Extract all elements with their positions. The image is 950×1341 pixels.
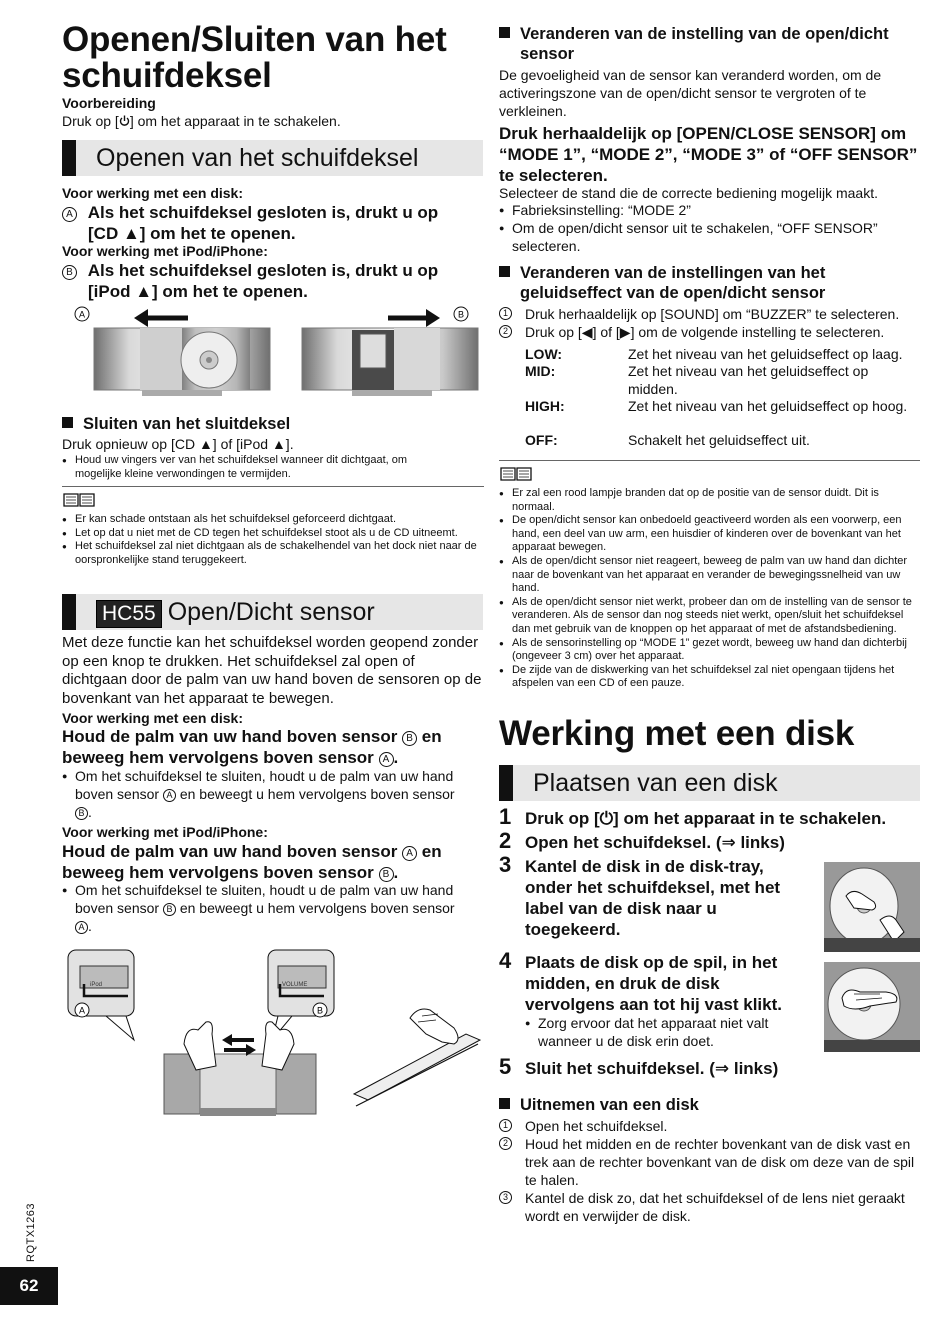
- section-open-cover: [62, 140, 483, 176]
- sensor-disk-bullet-2: boven sensor: [75, 786, 160, 802]
- ipod-label: Voor werking met iPod/iPhone:: [62, 243, 268, 259]
- step-4-bullet: [525, 1014, 795, 1050]
- step-number: 3: [499, 852, 512, 877]
- sensor-disk-bullet-2b: en beweegt u hem vervolgens boven sensor: [179, 786, 455, 802]
- square-bullet-icon: [62, 417, 73, 428]
- sound-heading-1: Veranderen van de instellingen van het: [520, 264, 826, 282]
- divider: [62, 486, 484, 487]
- label-a-icon: A: [75, 921, 88, 934]
- sensor-ipod-step: Houd de palm van uw hand boven sensor A en beweeg hem vervolgens boven sensor B .: [62, 842, 442, 882]
- step-number: 2: [499, 828, 512, 853]
- sensor-disk-bold-2: beweeg hem vervolgens boven sensor: [62, 748, 374, 767]
- mode-value: Zet het niveau van het geluidseffect op midden.: [628, 363, 869, 397]
- fig-label-ipod: iPod: [90, 982, 103, 988]
- sensor-setting-text: De gevoeligheid van de sensor kan veranderd worden, om de activeringszone van de open/dicht sensor te vergroten of te verkleinen.: [499, 67, 882, 119]
- sensor-setting-heading: [499, 24, 920, 64]
- factory-setting: ● Fabrieksinstelling: “MODE 2”: [499, 201, 920, 219]
- step-text: Druk op [⏻] om het apparaat in te schakelen.: [525, 809, 887, 828]
- close-heading: [62, 414, 290, 434]
- sensor-ipod-bold-2: beweeg hem vervolgens boven sensor: [62, 863, 374, 882]
- sensor-disk-bold-1b: en: [421, 727, 442, 746]
- step-4-bullet-text: ● Zorg ervoor dat het apparaat niet valt wanneer u de disk erin doet.: [525, 1014, 795, 1050]
- close-note-line-1: ● Houd uw vingers ver van het schuifdeksel wanneer dit dichtgaat, om: [62, 454, 482, 468]
- sensor-section-text: Open/Dicht sensor: [167, 598, 375, 626]
- step-number-icon: 1: [499, 1119, 512, 1132]
- svg-text:B: B: [316, 1005, 324, 1016]
- section-title: Plaatsen van een disk: [533, 769, 778, 797]
- note-item: ● Er kan schade ontstaan als het schuifdeksel geforceerd dichtgaat.: [62, 513, 482, 527]
- disk-step-b: [CD ▲] om het te openen.: [88, 224, 296, 243]
- sensor-ipod-bullet: ● Om het schuifdeksel te sluiten, houdt u de palm van uw hand boven sensor B en beweegt u hem vervolgens boven sensor A .: [62, 881, 484, 935]
- step-text: Plaats de disk op de spil, in het midden, en druk de disk vervolgens aan tot hij vast klikt.: [525, 953, 782, 1014]
- off-sensor-bullet: ● Om de open/dicht sensor uit te schakelen, “OFF SENSOR” selecteren.: [499, 219, 920, 255]
- disk-step: [62, 202, 484, 244]
- step-number: 1: [499, 804, 512, 829]
- sensor-setting-heading-1: Veranderen van de instelling van de open/dicht: [520, 25, 889, 43]
- page-title: [62, 22, 447, 94]
- section-title: [96, 597, 375, 628]
- remove-step-3: Kantel de disk zo, dat het schuifdeksel of de lens niet geraakt wordt en verwijder de disk.: [525, 1190, 905, 1224]
- close-note-line-2: mogelijke kleine verwondingen te vermijden.: [75, 467, 291, 480]
- step-number-icon: 2: [499, 325, 512, 338]
- mode-row-low: [525, 345, 920, 363]
- close-heading-text: Sluiten van het sluitdeksel: [83, 415, 291, 433]
- note-item: ● Het schuifdeksel zal niet dichtgaan als de schakelhendel van het dock niet naar de oorspronkelijke stand teruggekeert.: [62, 540, 482, 567]
- prep-label: Voorbereiding: [62, 95, 156, 111]
- mode-row-mid: [525, 362, 920, 398]
- svg-text:B: B: [457, 309, 465, 320]
- note-item: ● Let op dat u niet met de CD tegen het schuifdeksel stoot als u de CD uitneemt.: [62, 527, 482, 541]
- section-marker: [62, 140, 76, 176]
- section-place-disk: [499, 765, 920, 801]
- step-number-icon: 3: [499, 1191, 512, 1204]
- note-item: ● Als de open/dicht sensor niet reageert, beweeg de palm van uw hand dan dichter naar de bovenkant van het apparaat en verander de bewegingssnelheid van uw hand.: [499, 555, 920, 596]
- sensor-disk-bullet-1: ● Om het schuifdeksel te sluiten, houdt u de palm van uw hand: [62, 767, 484, 785]
- square-bullet-icon: [499, 27, 510, 38]
- note-item: ● De open/dicht sensor kan onbedoeld geactiveerd worden als een voorwerp, een hand, een deel van uw arm, een huisdier of kinderen over de bovenkant van het apparaat bewegen.: [499, 514, 920, 555]
- disk-title: Werking met een disk: [499, 714, 855, 753]
- ipod-step-a: Als het schuifdeksel gesloten is, drukt u op: [87, 261, 439, 280]
- step-number: 4: [499, 948, 512, 973]
- note-item: ● Als de open/dicht sensor niet werkt, probeer dan om de instelling van de sensor te veranderen. Als de sensor dan nog steeds niet werkt, open/sluit het schuifdeksel dan met gebruik van de knoppen op het apparaat of met de afstandsbediening.: [499, 596, 920, 637]
- sensor-disk-label: Voor werking met een disk:: [62, 710, 244, 726]
- sensor-ipod-bold-1b: en: [421, 842, 442, 861]
- title-line-2: schuifdeksel: [62, 56, 272, 95]
- title-line-1: Openen/Sluiten van het: [62, 20, 447, 59]
- mode-value: Zet het niveau van het geluidseffect op hoog.: [628, 398, 908, 414]
- step-number: 5: [499, 1054, 512, 1079]
- step-text: Open het schuifdeksel. (⇒ links): [525, 833, 785, 852]
- svg-text:A: A: [78, 1005, 86, 1016]
- ipod-step: [62, 260, 484, 302]
- sensor-ipod-bullet-1: ● Om het schuifdeksel te sluiten, houdt u de palm van uw hand: [62, 881, 484, 899]
- step-number-icon: 1: [499, 307, 512, 320]
- label-b-icon: B: [62, 265, 77, 280]
- prep-text: [62, 112, 341, 130]
- fig-label-volume: VOLUME: [282, 982, 308, 988]
- prep-text-b: ] om het apparaat in te schakelen.: [129, 113, 341, 129]
- right-notes: [499, 487, 920, 691]
- doc-code: RQTX1263: [25, 1202, 37, 1262]
- device-open-illustration: [78, 304, 482, 404]
- section-title: Openen van het schuifdeksel: [96, 144, 419, 172]
- label-b-icon: B: [402, 731, 417, 746]
- sensor-bullets: [499, 201, 920, 255]
- mode-value: Schakelt het geluidseffect uit.: [628, 432, 810, 448]
- section-marker: [62, 594, 76, 630]
- close-note: [62, 454, 482, 481]
- step-text: Sluit het schuifdeksel. (⇒ links): [525, 1059, 779, 1078]
- note-item: ● De zijde van de diskwerking van het schuifdeksel zal niet opengaan tijdens het afspelen van een CD of een pauze.: [499, 664, 920, 691]
- sensor-disk-bold-1: Houd de palm van uw hand boven sensor: [62, 727, 398, 746]
- book-icon: [62, 492, 96, 508]
- sensor-hand-illustration: [66, 948, 484, 1122]
- label-a-icon: A: [163, 789, 176, 802]
- svg-text:A: A: [78, 309, 86, 320]
- mode-row-off: [525, 431, 920, 449]
- section-marker: [499, 765, 513, 801]
- step-text: Kantel de disk in de disk-tray, onder het schuifdeksel, met het label van de disk naar u toegekeerd.: [525, 857, 781, 939]
- remove-heading: [499, 1095, 699, 1115]
- sound-step-1: Druk herhaaldelijk op [SOUND] om “BUZZER” te selecteren.: [525, 306, 900, 322]
- mode-key: LOW:: [525, 346, 563, 362]
- remove-step-1: Open het schuifdeksel.: [525, 1118, 668, 1134]
- sensor-ipod-bullet-2b: en beweegt u hem vervolgens boven sensor: [179, 900, 455, 916]
- square-bullet-icon: [499, 1098, 510, 1109]
- note-item: ● Er zal een rood lampje branden dat op de positie van de sensor duidt. Dit is normaal.: [499, 487, 920, 514]
- note-item: ● Als de sensorinstelling op “MODE 1” gezet wordt, beweeg uw hand dan dichterbij (ongeveer 3 cm) over het apparaat.: [499, 637, 920, 664]
- sensor-ipod-bullet-2: boven sensor: [75, 900, 160, 916]
- sound-steps: [499, 305, 920, 341]
- mode-value: Zet het niveau van het geluidseffect op laag.: [628, 346, 903, 362]
- divider: [499, 460, 920, 461]
- step-number-icon: 2: [499, 1137, 512, 1150]
- mode-key: OFF:: [525, 432, 558, 448]
- square-bullet-icon: [499, 266, 510, 277]
- sensor-ipod-bold-1: Houd de palm van uw hand boven sensor: [62, 842, 398, 861]
- sound-heading-2: geluidseffect van de open/dicht sensor: [520, 284, 826, 302]
- disk-step-a: Als het schuifdeksel gesloten is, drukt u op: [87, 203, 439, 222]
- label-b-icon: B: [75, 807, 88, 820]
- tilt-disk-illustration: [824, 862, 920, 952]
- section-sensor: [62, 594, 483, 630]
- disk-label: Voor werking met een disk:: [62, 185, 244, 201]
- sensor-ipod-label: Voor werking met iPod/iPhone:: [62, 824, 268, 840]
- press-instruction: Druk herhaaldelijk op [OPEN/CLOSE SENSOR] om “MODE 1”, “MODE 2”, “MODE 3” of “OFF SENSOR” te selecteren.: [499, 124, 918, 185]
- label-a-icon: A: [402, 846, 417, 861]
- close-text: Druk opnieuw op [CD ▲] of [iPod ▲].: [62, 436, 294, 452]
- prep-text-a: Druk op [: [62, 113, 119, 129]
- label-b-icon: B: [163, 903, 176, 916]
- power-icon: [119, 115, 130, 127]
- mode-row-high: [525, 397, 920, 433]
- remove-steps: [499, 1117, 920, 1225]
- page-number: 62: [0, 1267, 58, 1305]
- remove-heading-text: Uitnemen van een disk: [520, 1096, 699, 1114]
- mode-key: HIGH:: [525, 398, 565, 414]
- press-disk-illustration: [824, 962, 920, 1052]
- sensor-intro: Met deze functie kan het schuifdeksel worden geopend zonder op een knop te drukken. Het schuifdeksel zal open of dichtgaan door de palm van uw hand boven de sensoren op de bovenkant van het apparaat te bewegen.: [62, 634, 482, 707]
- remove-step-2: Houd het midden en de rechter bovenkant van de disk vast en trek aan de rechter bovenkant van de disk om deze van de spil te halen.: [525, 1136, 915, 1188]
- mode-key: MID:: [525, 363, 556, 379]
- sensor-disk-step: Houd de palm van uw hand boven sensor B en beweeg hem vervolgens boven sensor A .: [62, 727, 442, 767]
- sensor-setting-heading-2: sensor: [520, 45, 575, 63]
- label-b-icon: B: [379, 867, 394, 882]
- ipod-step-b: [iPod ▲] om het te openen.: [88, 282, 308, 301]
- sound-heading: [499, 263, 920, 303]
- model-badge: HC55: [96, 600, 162, 628]
- label-a-icon: A: [62, 207, 77, 222]
- sensor-disk-bullet: ● Om het schuifdeksel te sluiten, houdt u de palm van uw hand boven sensor A en beweegt u hem vervolgens boven sensor B .: [62, 767, 484, 821]
- book-icon: [499, 466, 533, 482]
- left-notes: [62, 513, 482, 567]
- select-text: Selecteer de stand die de correcte bediening mogelijk maakt.: [499, 185, 878, 201]
- sound-step-2: Druk op [◀] of [▶] om de volgende instelling te selecteren.: [525, 324, 885, 340]
- label-a-icon: A: [379, 752, 394, 767]
